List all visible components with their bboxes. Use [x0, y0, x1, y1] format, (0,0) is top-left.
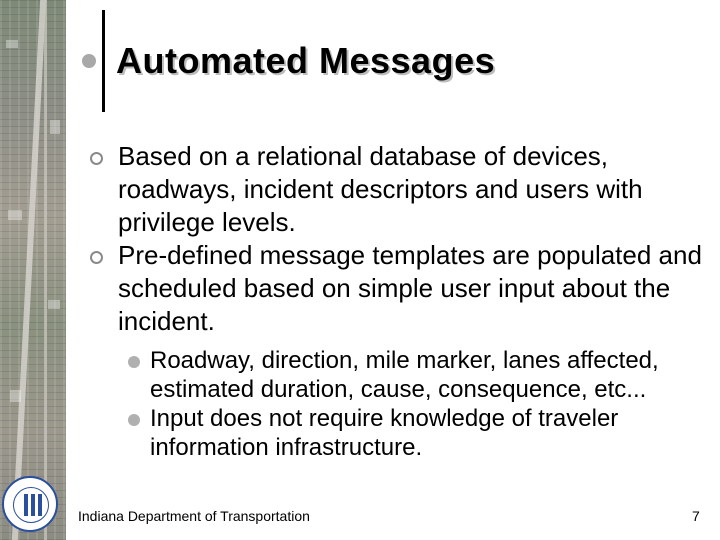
ring-bullet-icon: [90, 152, 103, 165]
ring-bullet-icon: [90, 251, 103, 264]
title-bullet-icon: [82, 54, 96, 68]
sub-bullet-list: [128, 346, 708, 462]
aerial-building: [50, 120, 60, 134]
aerial-photo-strip: [0, 0, 66, 540]
dot-bullet-icon: [128, 414, 140, 426]
aerial-building: [6, 40, 18, 48]
seal-bar: [31, 494, 35, 516]
bullet-text: Based on a relational database of devices, roadways, incident descriptors and users with privilege levels.: [118, 141, 643, 237]
aerial-building: [10, 390, 21, 402]
sub-bullet-item: [128, 404, 708, 462]
page-number: 7: [692, 508, 700, 524]
aerial-road: [12, 0, 46, 540]
seal-bar: [24, 494, 28, 516]
sub-bullet-item: [128, 346, 708, 404]
seal-bar: [38, 494, 42, 516]
aerial-building: [48, 300, 60, 309]
bullet-item: [88, 140, 708, 239]
footer-text: Indiana Department of Transportation: [78, 508, 310, 524]
sub-bullet-text: Input does not require knowledge of traveler information infrastructure.: [150, 405, 619, 461]
slide-title: Automated Messages: [116, 40, 496, 81]
aerial-road-secondary: [44, 0, 47, 540]
sub-bullet-text: Roadway, direction, mile marker, lanes affected, estimated duration, cause, consequence, etc...: [150, 347, 659, 403]
indot-seal-icon: [2, 476, 58, 532]
aerial-building: [8, 210, 22, 220]
bullet-text: Pre-defined message templates are populated and scheduled based on simple user input about the incident.: [118, 240, 702, 336]
title-divider: [102, 10, 105, 112]
bullet-item: [88, 239, 708, 338]
dot-bullet-icon: [128, 356, 140, 368]
bullet-list: [88, 140, 708, 338]
